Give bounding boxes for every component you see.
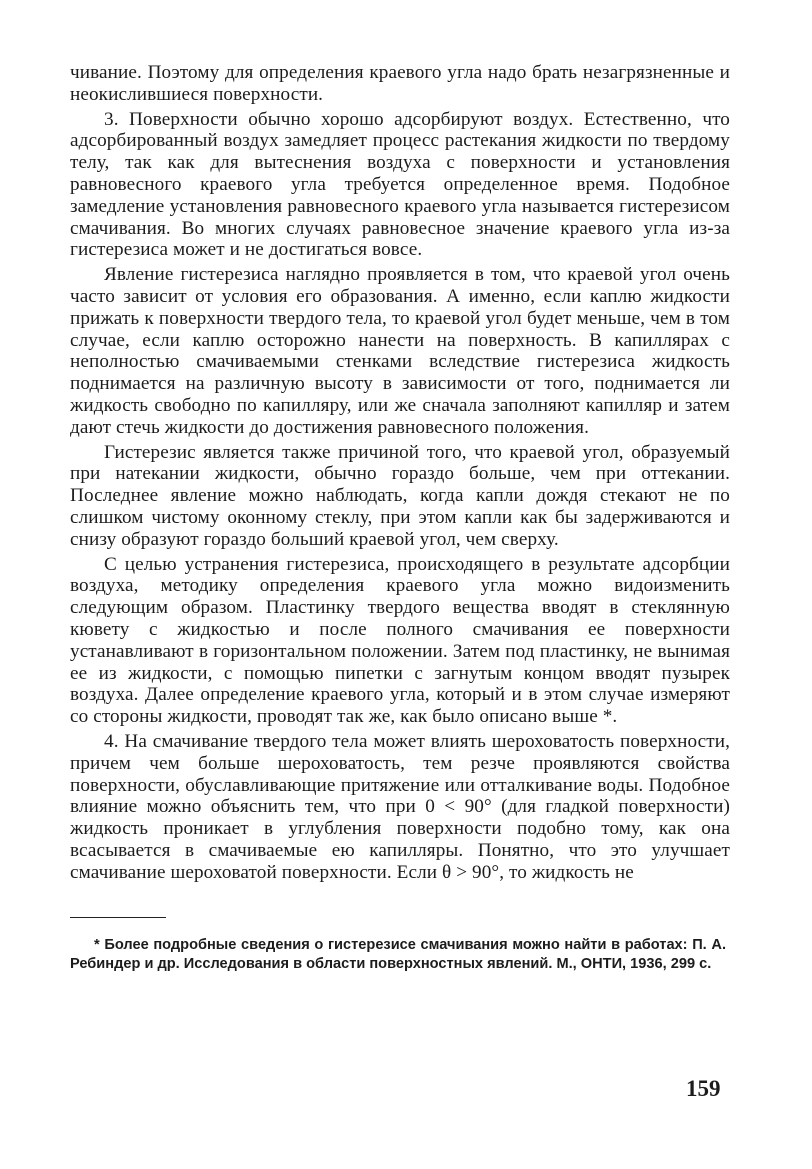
paragraph: чивание. Поэтому для определения краевого угла надо брать незагрязненные и неокислившиеся поверхности.: [70, 62, 730, 105]
paragraph: 3. Поверхности обычно хорошо адсорбируют воздух. Естественно, что адсорбированный воздух замедляет процесс растекания жидкости по твердому телу, так как для вытеснения воздуха с поверхности и установления равновесного краевого угла требуется определенное время. Подобное замедление установления равновесного краевого угла называется гистерезисом смачивания. Во многих случаях равновесное значение краевого угла из-за гистерезиса может и не достигаться вовсе.: [70, 108, 730, 261]
paragraph: С целью устранения гистерезиса, происходящего в результате адсорбции воздуха, методику определения краевого угла можно видоизменить следующим образом. Пластинку твердого вещества вводят в стеклянную кювету с жидкостью и после полного смачивания ее поверхности устанавливают в горизонтальном положении. Затем под пластинку, не вынимая ее из жидкости, с помощью пипетки с загнутым концом вводят пузырек воздуха. Далее определение краевого угла, который и в этом случае измеряют со стороны жидкости, проводят так же, как было описано выше *.: [70, 553, 730, 728]
paragraph: Явление гистерезиса наглядно проявляется в том, что краевой угол очень часто зависит от условия его образования. А именно, если каплю жидкости прижать к поверхности твердого тела, то краевой угол будет меньше, чем в том случае, если каплю осторожно нанести на поверхность. В капиллярах с неполностью смачиваемыми стенками вследствие гистерезиса жидкость поднимается на различную высоту в зависимости от того, поднимается ли жидкость свободно по капилляру, или же сначала заполняют капилляр и затем дают стечь жидкости до достижения равновесного положения.: [70, 264, 730, 438]
footnote: * Более подробные сведения о гистерезисе смачивания можно найти в работах: П. А. Ребиндер и др. Исследования в области поверхностных явлений. М., ОНТИ, 1936, 299 с.: [70, 937, 726, 973]
paragraph: Гистерезис является также причиной того, что краевой угол, образуемый при натекании жидкости, обычно гораздо больше, чем при оттекании. Последнее явление можно наблюдать, когда капли дождя стекают не по слишком чистому оконному стеклу, при этом капли как бы задерживаются и снизу образуют гораздо больший краевой угол, чем сверху.: [70, 441, 730, 550]
page-content: [70, 62, 730, 974]
paragraph: 4. На смачивание твердого тела может влиять шероховатость поверхности, причем чем больше шероховатость, тем резче проявляются свойства поверхности, обуславливающие притяжение или отталкивание воды. Подобное влияние можно объяснить тем, что при 0 < 90° (для гладкой поверхности) жидкость проникает в углубления поверхности подобно тому, как она всасывается в смачиваемые ею капилляры. Понятно, что это улучшает смачивание шероховатой поверхности. Если θ > 90°, то жидкость не: [70, 730, 730, 883]
footnote-divider: [70, 917, 166, 918]
page-number: 159: [686, 1076, 721, 1101]
main-text: [70, 62, 730, 883]
